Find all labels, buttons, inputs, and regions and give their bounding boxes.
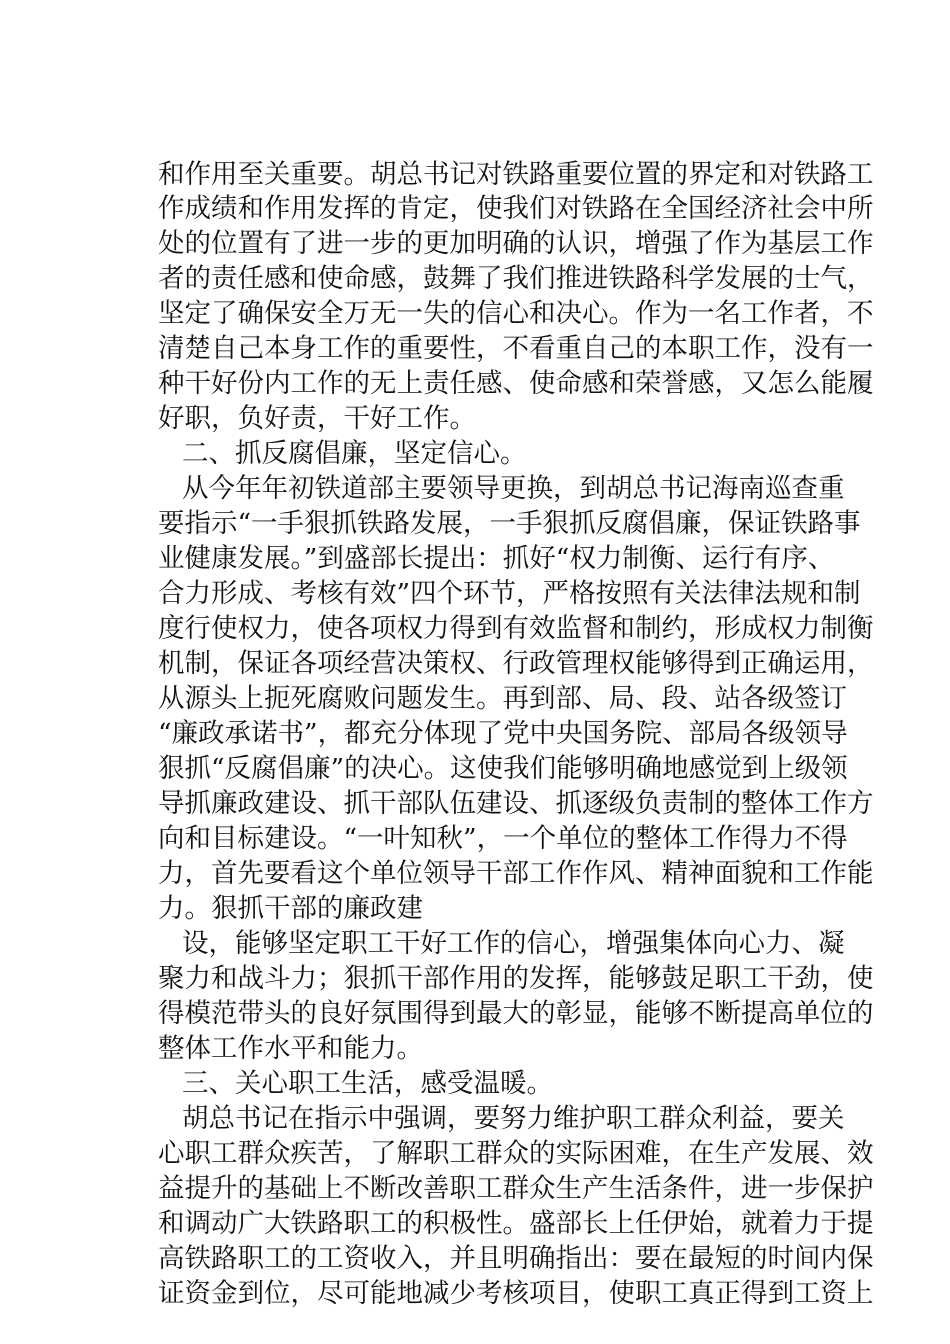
text-line: 心职工群众疾苦，了解职工群众的实际困难，在生产发展、效 bbox=[158, 1138, 874, 1169]
text-line: 和调动广大铁路职工的积极性。盛部长上任伊始，就着力于提 bbox=[158, 1208, 874, 1239]
text-line: 向和目标建设。“一叶知秋”，一个单位的整体工作得力不得 bbox=[158, 823, 848, 854]
text-line: 要指示“一手狠抓铁路发展，一手狠抓反腐倡廉，保证铁路事 bbox=[158, 508, 861, 539]
text-line: 狠抓“反腐倡廉”的决心。这使我们能够明确地感觉到上级领 bbox=[158, 753, 848, 784]
text-line: 胡总书记在指示中强调，要努力维护职工群众利益，要关 bbox=[182, 1103, 845, 1134]
text-line: 力，首先要看这个单位领导干部工作作风、精神面貌和工作能 bbox=[158, 858, 874, 889]
text-line: 坚定了确保安全万无一失的信心和决心。作为一名工作者，不 bbox=[158, 298, 874, 329]
text-line: 得模范带头的良好氛围得到最大的彰显，能够不断提高单位的 bbox=[158, 998, 874, 1029]
text-line: 益提升的基础上不断改善职工群众生产生活条件，进一步保护 bbox=[158, 1173, 874, 1204]
text-line: 从今年年初铁道部主要领导更换，到胡总书记海南巡查重 bbox=[182, 473, 845, 504]
text-line: 设，能够坚定职工干好工作的信心，增强集体向心力、凝 bbox=[182, 928, 845, 959]
section-heading: 三、关心职工生活，感受温暖。 bbox=[182, 1068, 553, 1099]
text-line: 处的位置有了进一步的更加明确的认识，增强了作为基层工作 bbox=[158, 228, 874, 259]
text-line: 种干好份内工作的无上责任感、使命感和荣誉感，又怎么能履 bbox=[158, 368, 874, 399]
text-line: 合力形成、考核有效”四个环节，严格按照有关法律法规和制 bbox=[158, 578, 861, 609]
section-heading: 二、抓反腐倡廉，坚定信心。 bbox=[182, 438, 527, 469]
text-line: 证资金到位，尽可能地减少考核项目，使职工真正得到工资上 bbox=[158, 1278, 874, 1309]
text-line: 高铁路职工的工资收入，并且明确指出：要在最短的时间内保 bbox=[158, 1243, 874, 1274]
text-line: “廉政承诺书”，都充分体现了党中央国务院、部局各级领导 bbox=[158, 718, 848, 749]
text-line: 聚力和战斗力；狠抓干部作用的发挥，能够鼓足职工干劲，使 bbox=[158, 963, 874, 994]
text-line: 整体工作水平和能力。 bbox=[158, 1033, 423, 1064]
text-line: 从源头上扼死腐败问题发生。再到部、局、段、站各级签订 bbox=[158, 683, 847, 714]
text-line: 机制，保证各项经营决策权、行政管理权能够得到正确运用， bbox=[158, 648, 874, 679]
text-line: 导抓廉政建设、抓干部队伍建设、抓逐级负责制的整体工作方 bbox=[158, 788, 874, 819]
text-line: 业健康发展。”到盛部长提出：抓好“权力制衡、运行有序、 bbox=[158, 543, 835, 574]
text-line: 和作用至关重要。胡总书记对铁路重要位置的界定和对铁路工 bbox=[158, 159, 874, 190]
text-line: 者的责任感和使命感，鼓舞了我们推进铁路科学发展的士气， bbox=[158, 263, 874, 294]
text-line: 好职，负好责，干好工作。 bbox=[158, 403, 476, 434]
text-line: 作成绩和作用发挥的肯定，使我们对铁路在全国经济社会中所 bbox=[158, 193, 874, 224]
text-line: 力。狠抓干部的廉政建 bbox=[158, 893, 423, 924]
text-line: 清楚自己本身工作的重要性，不看重自己的本职工作，没有一 bbox=[158, 333, 874, 364]
text-line: 度行使权力，使各项权力得到有效监督和制约，形成权力制衡 bbox=[158, 613, 874, 644]
